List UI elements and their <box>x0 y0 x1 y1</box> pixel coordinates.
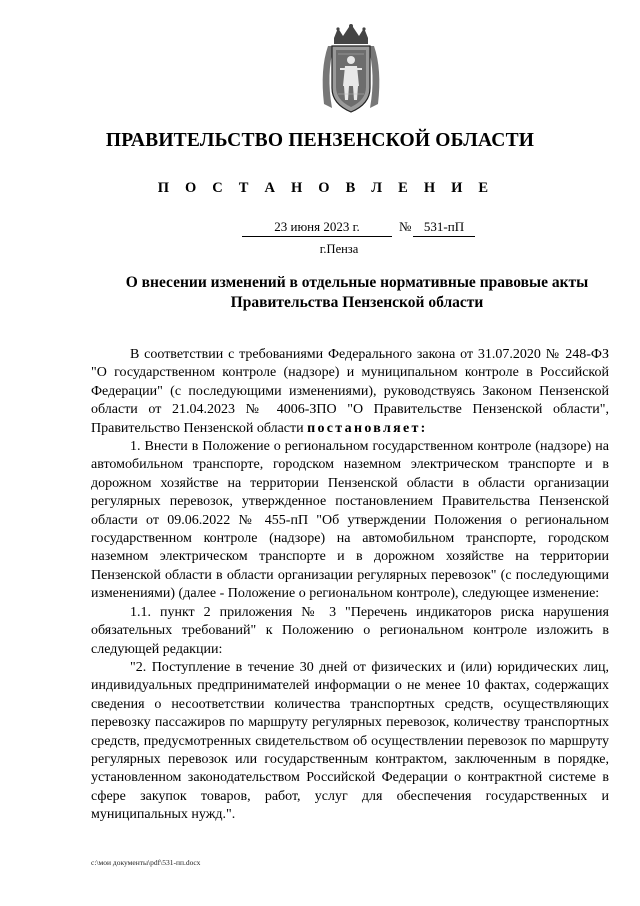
document-type: П О С Т А Н О В Л Е Н И Е <box>157 180 495 196</box>
number-sign: № <box>399 219 412 234</box>
document-number: 531-пП <box>413 219 475 237</box>
file-path-footer: c:\мои документы\pdf\531-пп.docx <box>91 858 201 867</box>
document-date: 23 июня 2023 г. <box>242 219 392 237</box>
paragraph-new-wording: "2. Поступление в течение 30 дней от физических и (или) юридических лиц, индивидуальных предпринимателей информации о не менее 10 фактах, содержащих сведения о несоответствии количества транспортных средств, осуществляющих перевозку пассажиров по маршруту регулярных перевозок, количеству транспортных средств, предусмотренных свидетельством об осуществлении перевозок по маршруту регулярных перевозок или государственным контрактом, заключенным в порядке, установленном законодательством Российской Федерации о контрактной системе в сфере закупок товаров, работ, услуг для обеспечения государственных и муниципальных нужд.". <box>91 659 609 823</box>
preamble-text: В соответствии с требованиями Федерального закона от 31.07.2020 № 248-ФЗ "О государственном контроле (надзоре) и муниципальном контроле в Российской Федерации" (с последующими изменениями), руководствуясь Законом Пензенской области от 21.04.2023 № 4006-ЗПО "О Правительстве Пензенской области", Правительство Пензенской области <box>91 347 609 436</box>
paragraph-item-1-1: 1.1. пункт 2 приложения № 3 "Перечень индикаторов риска нарушения обязательных требований" к Положению о региональном контроле изложить в следующей редакции: <box>91 604 609 657</box>
subject-line-2: Правительства Пензенской области <box>230 294 484 311</box>
subject-line-1: О внесении изменений в отдельные нормативные правовые акты <box>125 274 589 291</box>
city: г.Пенза <box>319 242 359 256</box>
paragraph-preamble <box>91 346 609 438</box>
document-subject <box>90 273 624 313</box>
paragraph-item-1: 1. Внести в Положение о региональном государственном контроле (надзоре) на автомобильном транспорте, городском наземном электрическом транспорте и в дорожном хозяйстве на территории Пензенской области в области организации регулярных перевозок, утвержденное постановлением Правительства Пензенской области от 09.06.2022 № 455-пП "Об утверждении Положения о региональном государственном контроле (надзоре) на автомобильном транспорте, городском наземном электрическом транспорте и в дорожном хозяйстве на территории Пензенской области в области организации регулярных перевозок" (с последующими изменениями) (далее - Положение о региональном контроле), следующее изменение: <box>91 439 609 602</box>
document-body <box>91 346 609 825</box>
coat-of-arms-icon <box>318 24 384 114</box>
resolution-keyword: постановляет: <box>307 420 428 436</box>
government-title: ПРАВИТЕЛЬСТВО ПЕНЗЕНСКОЙ ОБЛАСТИ <box>105 130 535 151</box>
